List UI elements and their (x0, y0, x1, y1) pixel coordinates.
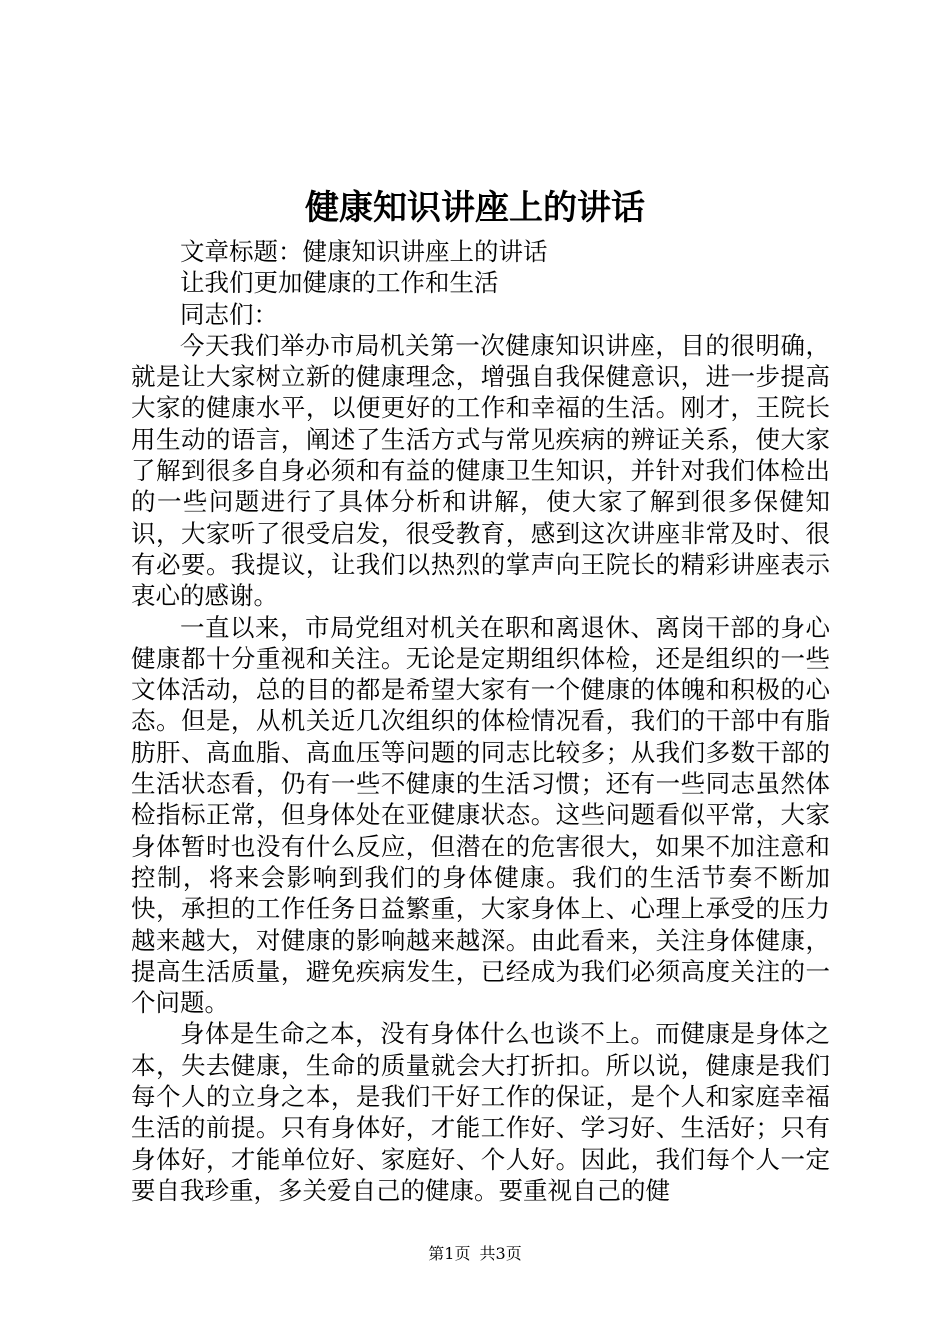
document-body (131, 236, 830, 1206)
page-number: 第1页 (428, 1244, 471, 1263)
document-title: 健康知识讲座上的讲话 (305, 188, 645, 228)
salutation: 同志们： (180, 299, 278, 329)
body-paragraph: 今天我们举办市局机关第一次健康知识讲座，目的很明确，就是让大家树立新的健康理念，增强自我保健意识，进一步提高大家的健康水平，以便更好的工作和幸福的生活。刚才，王院长用生动的语言，阐述了生活方式与常见疾病的辨证关系，使大家了解到很多自身必须和有益的健康卫生知识，并针对我们体检出的一些问题进行了具体分析和讲解，使大家了解到很多保健知识，大家听了很受启发，很受教育，感到这次讲座非常及时、很有必要。我提议，让我们以热烈的掌声向王院长的精彩讲座表示衷心的感谢。 (131, 330, 830, 611)
subtitle-line: 让我们更加健康的工作和生活 (180, 268, 499, 298)
page-footer (0, 1244, 950, 1264)
page-total: 共3页 (479, 1244, 522, 1263)
body-paragraph: 身体是生命之本，没有身体什么也谈不上。而健康是身体之本，失去健康，生命的质量就会大打折扣。所以说，健康是我们每个人的立身之本，是我们干好工作的保证，是个人和家庭幸福生活的前提。只有身体好，才能工作好、学习好、生活好；只有身体好，才能单位好、家庭好、个人好。因此，我们每个人一定要自我珍重，多关爱自己的健康。要重视自己的健 (131, 1019, 830, 1205)
article-title-line: 文章标题：健康知识讲座上的讲话 (180, 237, 548, 266)
body-paragraph: 一直以来，市局党组对机关在职和离退休、离岗干部的身心健康都十分重视和关注。无论是定期组织体检，还是组织的一些文体活动，总的目的都是希望大家有一个健康的体魄和积极的心态。但是，从机关近几次组织的体检情况看，我们的干部中有脂肪肝、高血脂、高血压等问题的同志比较多；从我们多数干部的生活状态看，仍有一些不健康的生活习惯；还有一些同志虽然体检指标正常，但身体处在亚健康状态。这些问题看似平常，大家身体暂时也没有什么反应，但潜在的危害很大，如果不加注意和控制，将来会影响到我们的身体健康。我们的生活节奏不断加快，承担的工作任务日益繁重，大家身体上、心理上承受的压力越来越大，对健康的影响越来越深。由此看来，关注身体健康，提高生活质量，避免疾病发生，已经成为我们必须高度关注的一个问题。 (131, 612, 830, 1018)
